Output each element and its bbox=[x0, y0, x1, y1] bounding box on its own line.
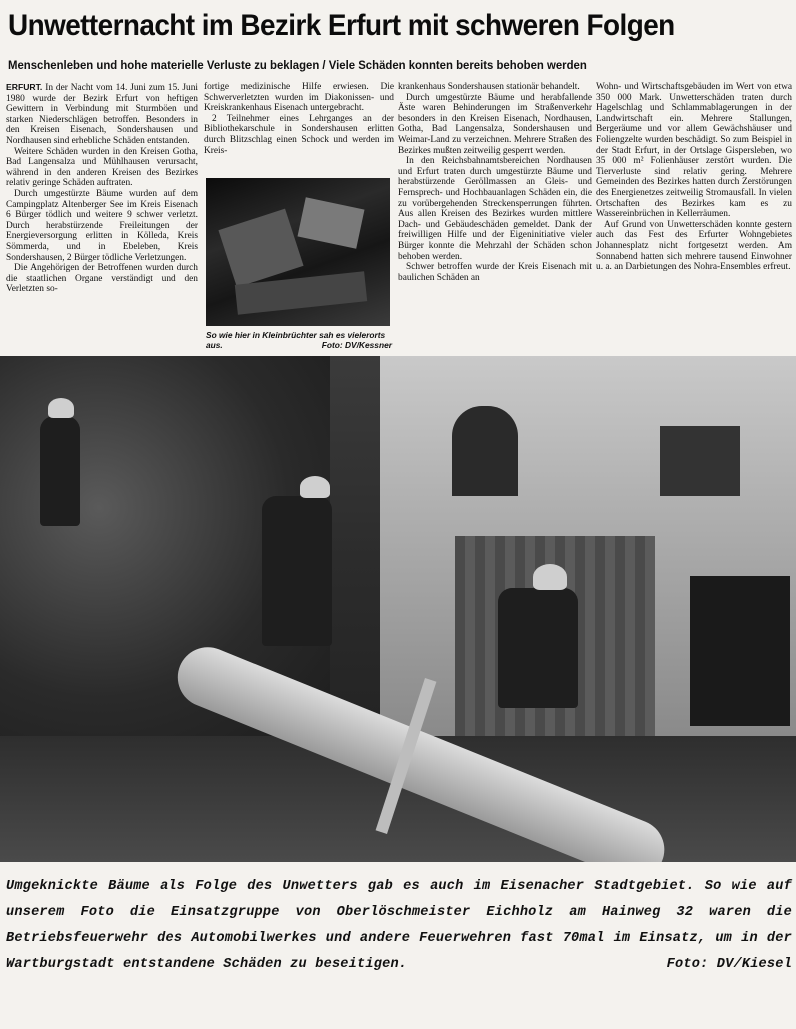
column2-paragraph-2: 2 Teilnehmer eines Lehrganges an der Bibliothekarschule in Sondershausen erlitten durch Blitzschlag einen Schock und werden im Kreis- bbox=[204, 113, 394, 156]
column2-paragraph-1: fortige medizinische Hilfe erwiesen. Die Schwerverletzten wurden im Diakonissen- und Kreiskrankenhaus Eisenach untergebracht. bbox=[204, 82, 394, 114]
storm-damage-photo-small bbox=[206, 178, 390, 326]
small-photo-caption-text: So wie hier in Kleinbrüchter sah es vielerorts aus. bbox=[206, 330, 386, 350]
column4-paragraph-1: Wohn- und Wirtschaftsgebäuden im Wert von etwa 350 000 Mark. Unwetterschäden traten durch Hagelschlag und Schlammablagerungen in der Landwirtschaft ein. Mehrere Stallungen, Bergeräume und vor allem Gewächshäuser und Foliengzelte wurden beschädigt. So zum Beispiel in der Stadt Erfurt, in der Ortslage Gispersleben, wo 35 000 m² Folienhäuser zerstört wurden. Die Tierverluste sind relativ gering. Mehrere Gemeinden des Bezirkes hatten durch Zerstörungen des Energienetzes zeitweilig Stromausfall. In vielen Ortschaften des Bezirkes kam es zu Wassereinbrüchen in Kellerräumen. bbox=[596, 82, 792, 220]
column1-paragraph-1 bbox=[6, 82, 198, 147]
column3-paragraph-1: krankenhaus Sondershausen stationär behandelt. bbox=[398, 82, 580, 92]
photo-helmet-2 bbox=[300, 476, 330, 498]
article-column-2 bbox=[204, 82, 394, 158]
article-column-1 bbox=[6, 82, 198, 356]
photo-helmet-1 bbox=[48, 398, 74, 418]
photo-firefighter-2 bbox=[262, 496, 332, 646]
photo-garage bbox=[690, 576, 790, 726]
main-photo-caption-text: Umgeknickte Bäume als Folge des Unwetters gab es auch im Eisenacher Stadtgebiet. So wie auf unserem Foto die Einsatzgruppe von Oberlöschmeister Eichholz am Hainweg 32 waren die Betriebsfeuerwehr des Automobilwerkes und andere Feuerwehren fast 70mal im Einsatz, um in der Wartburgstadt entstandene Schäden zu beseitigen. bbox=[6, 879, 792, 972]
column1-paragraph-3: Durch umgestürzte Bäume wurden auf dem Campingplatz Altenberger See im Kreis Eisenach 6 Bürger tödlich und weitere 9 schwer verletzt. Durch herabstürzende Freileitungen der Energieversorgung erlitten in Kölleda, Kreis Sömmerda, und in Ebeleben, Kreis Sondershausen, 2 Bürger tödliche Verletzungen. bbox=[6, 188, 198, 263]
small-photo-caption bbox=[206, 330, 392, 350]
main-photo-caption bbox=[6, 874, 792, 978]
fallen-tree-photo bbox=[0, 356, 796, 862]
column1-paragraph-2: Weitere Schäden wurden in den Kreisen Gotha, Bad Langensalza und Mühlhausen verursacht, während in den anderen Kreisen des Bezirkes relativ geringe Schäden auftraten. bbox=[6, 146, 198, 189]
main-photo-credit: Foto: DV/Kiesel bbox=[666, 957, 792, 972]
subheadline: Menschenleben und hohe materielle Verluste zu beklagen / Viele Schäden konnten bereits behoben werden bbox=[8, 59, 587, 72]
column1-paragraph-4: Die Angehörigen der Betroffenen wurden durch die staatlichen Organe verständigt und den Verletzten so- bbox=[6, 263, 198, 295]
photo-firefighter-3 bbox=[498, 588, 578, 708]
headline: Unwetternacht im Bezirk Erfurt mit schweren Folgen bbox=[8, 9, 675, 42]
column4-paragraph-2: Auf Grund von Unwetterschäden konnte gestern auch das Fest des Erfurter Wohngebietes Johannesplatz nicht fortgesetzt werden. Am Sonnabend hatten sich mehrere tausend Einwohner u. a. an Darbietungen des Nohra-Ensembles erfreut. bbox=[596, 219, 792, 273]
article-column-4 bbox=[596, 82, 792, 356]
photo-helmet-3 bbox=[533, 564, 567, 590]
photo-arched-window bbox=[452, 406, 518, 496]
column3-paragraph-3: In den Reichsbahnamtsbereichen Nordhausen und Erfurt traten durch umgestürzte Bäume und herabstürzende Geröllmassen an Gleis- und Fernsprech- und Hochbauanlagen Schäden ein, die zu vorübergehenden Streckensperrungen führten. Aus allen Kreisen des Bezirkes wurden mittlere Dach- und Gebäudeschäden gemeldet. Dank der freiwilligen Hilfe und der Eigeninitiative vieler Bürger konnte die Mehrzahl der Schäden schon behoben werden. bbox=[398, 156, 592, 262]
column1-text-1: In der Nacht vom 14. Juni zum 15. Juni 1980 wurde der Bezirk Erfurt von heftigen Gewittern in Verbindung mit Sturmböen und starken Niederschlägen betroffen. Besonders in den Kreisen Eisenach, Sondershausen und Nordhausen sind erhebliche Schäden entstanden. bbox=[6, 83, 198, 146]
column3-paragraph-4: Schwer betroffen wurde der Kreis Eisenach mit baulichen Schäden an bbox=[398, 262, 592, 283]
photo-firefighter-1 bbox=[40, 416, 80, 526]
dateline: ERFURT. bbox=[6, 82, 43, 92]
column3-paragraph-2: Durch umgestürzte Bäume und herabfallende Äste waren Behinderungen im Straßenverkehr besonders in den Kreisen Eisenach, Nordhausen, Gotha, Bad Langensalza, Sondershausen und Weimar-Land zu verzeichnen. Mehrere Straßen des Bezirkes mußten zeitweilig gesperrt werden. bbox=[398, 92, 592, 156]
small-photo-credit: Foto: DV/Kessner bbox=[321, 340, 392, 350]
photo-window bbox=[660, 426, 740, 496]
article-column-3 bbox=[398, 82, 592, 356]
